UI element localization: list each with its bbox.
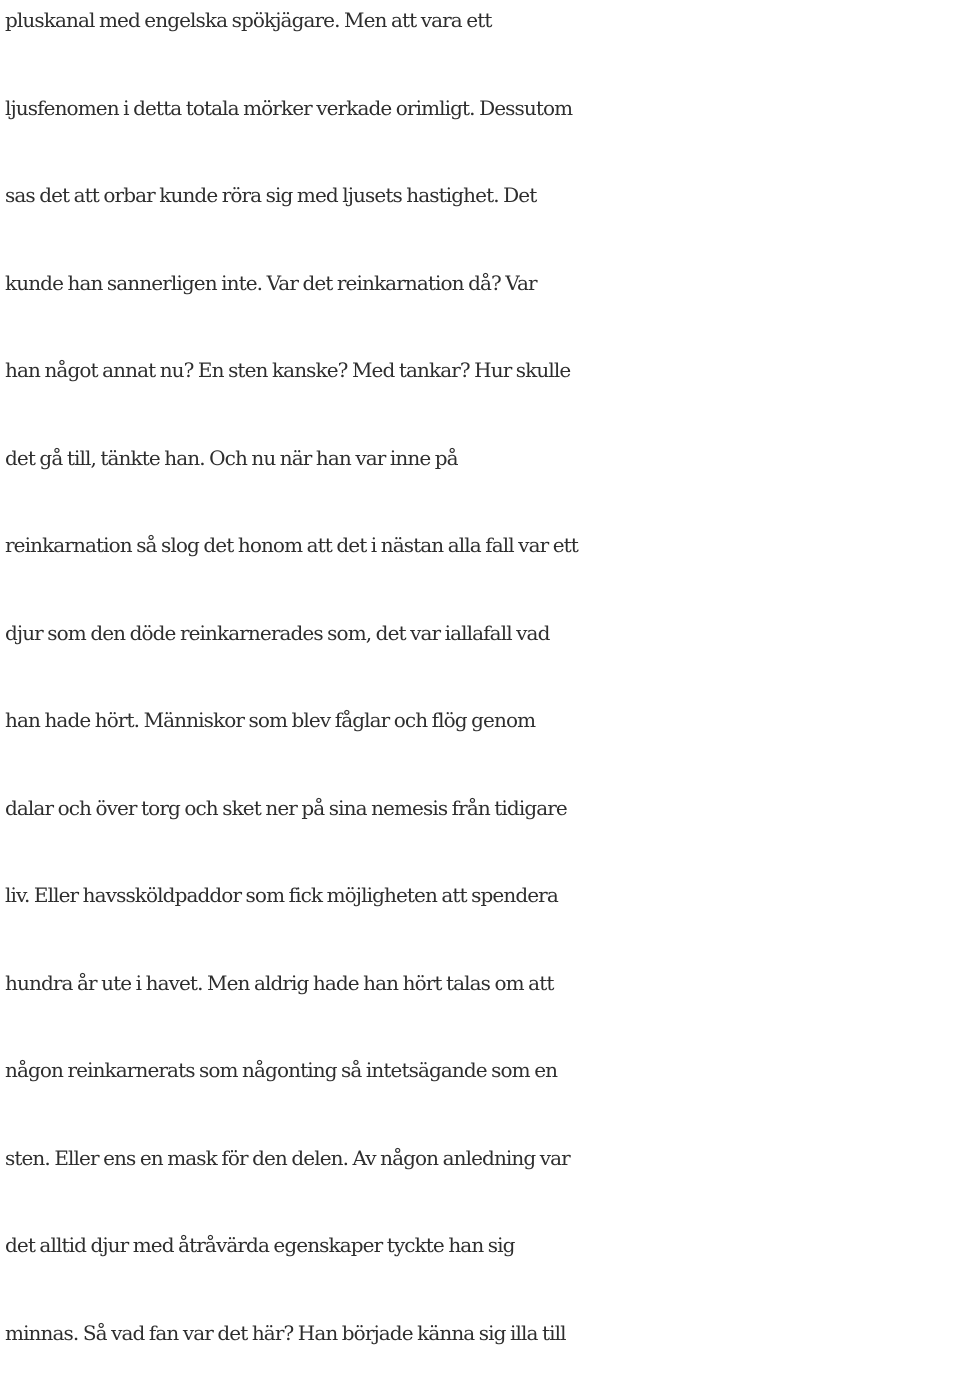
- text-line: dalar och över torg och sket ner på sina nemesis från tidigare: [5, 788, 960, 876]
- text-line: det alltid djur med åtråvärda egenskaper tyckte han sig: [5, 1225, 960, 1313]
- text-line: pluskanal med engelska spökjägare. Men att vara ett: [5, 0, 960, 88]
- text-line: sten. Eller ens en mask för den delen. Av någon anledning var: [5, 1138, 960, 1226]
- text-line: ljusfenomen i detta totala mörker verkade orimligt. Dessutom: [5, 88, 960, 176]
- body-text: [5, 0, 960, 1400]
- text-line: någon reinkarnerats som någonting så intetsägande som en: [5, 1050, 960, 1138]
- text-line: han något annat nu? En sten kanske? Med tankar? Hur skulle: [5, 350, 960, 438]
- text-line: det gå till, tänkte han. Och nu när han var inne på: [5, 438, 960, 526]
- text-line: reinkarnation så slog det honom att det i nästan alla fall var ett: [5, 525, 960, 613]
- text-line: hundra år ute i havet. Men aldrig hade han hört talas om att: [5, 963, 960, 1051]
- text-line: minnas. Så vad fan var det här? Han började känna sig illa till: [5, 1313, 960, 1400]
- text-line: liv. Eller havssköldpaddor som fick möjligheten att spendera: [5, 875, 960, 963]
- text-line: djur som den döde reinkarnerades som, det var iallafall vad: [5, 613, 960, 701]
- text-line: sas det att orbar kunde röra sig med ljusets hastighet. Det: [5, 175, 960, 263]
- text-line: kunde han sannerligen inte. Var det reinkarnation då? Var: [5, 263, 960, 351]
- text-line: han hade hört. Människor som blev fåglar och flög genom: [5, 700, 960, 788]
